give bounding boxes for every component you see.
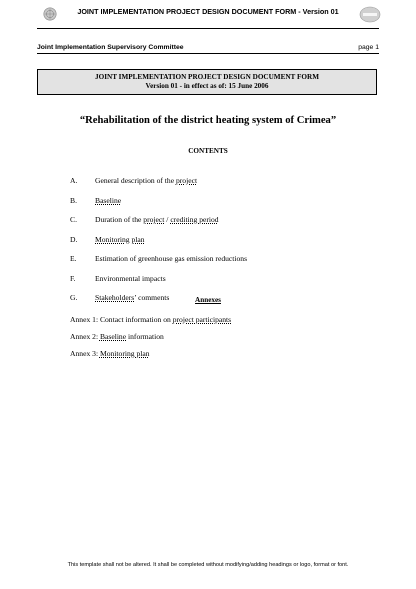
linked-term: Monitoring plan — [99, 349, 150, 358]
annexes-heading: Annexes — [195, 296, 221, 304]
text-fragment: Annex 2: — [70, 332, 100, 341]
annex-entry[interactable] — [70, 332, 164, 341]
toc-letter: C. — [70, 215, 77, 224]
toc-letter: D. — [70, 234, 78, 244]
toc-letter: E. — [70, 254, 77, 263]
page-number: page 1 — [358, 44, 379, 51]
linked-term: Monitoring plan — [95, 234, 145, 244]
subheader-rule — [37, 53, 379, 54]
text-fragment: ’ comments — [134, 293, 170, 302]
footer-notice: This template shall not be altered. It shall be completed without modifying/adding headings or logo, format or font. — [67, 562, 349, 568]
header-rule — [37, 28, 379, 29]
banner-line-1: JOINT IMPLEMENTATION PROJECT DESIGN DOCUMENT FORM — [95, 72, 319, 81]
linked-term: Stakeholders — [95, 293, 135, 302]
form-banner — [37, 69, 377, 95]
committee-name: Joint Implementation Supervisory Committee — [37, 44, 184, 51]
toc-text — [95, 254, 247, 263]
contents-heading: CONTENTS — [188, 147, 228, 155]
annex-entry[interactable] — [70, 349, 150, 358]
form-header-title: JOINT IMPLEMENTATION PROJECT DESIGN DOCUMENT FORM - Version 01 — [77, 7, 339, 16]
banner-line-2: Version 01 - in effect as of: 15 June 2006 — [145, 82, 269, 90]
linked-term: Baseline — [95, 195, 122, 205]
toc-letter: B. — [70, 195, 77, 205]
linked-term: crediting period — [170, 215, 219, 224]
toc-text — [95, 215, 219, 224]
linked-term: project participants — [172, 315, 232, 324]
toc-text — [95, 274, 166, 283]
text-fragment: Environmental impacts — [95, 273, 166, 283]
document-title: “Rehabilitation of the district heating system of Crimea” — [79, 115, 337, 126]
text-fragment: Duration of the — [95, 215, 144, 224]
text-fragment: Annex 3: — [70, 349, 100, 358]
toc-letter: A. — [70, 176, 78, 185]
toc-letter: G. — [70, 293, 78, 302]
text-fragment: General description of the — [95, 176, 176, 185]
linked-term: Baseline — [99, 332, 127, 341]
linked-term: project — [175, 176, 198, 185]
toc-text — [95, 176, 197, 185]
linked-term: project — [143, 215, 165, 224]
toc-letter: F. — [70, 273, 76, 283]
unfccc-logo-icon — [359, 6, 381, 23]
text-fragment: Estimation of greenhouse gas emission reductions — [95, 254, 248, 263]
annex-entry[interactable] — [70, 315, 231, 324]
text-fragment: information — [126, 332, 164, 341]
toc-text — [95, 196, 121, 205]
text-fragment: / — [164, 215, 171, 224]
text-fragment: Annex 1: Contact information on — [70, 315, 173, 324]
toc-text — [95, 235, 145, 244]
